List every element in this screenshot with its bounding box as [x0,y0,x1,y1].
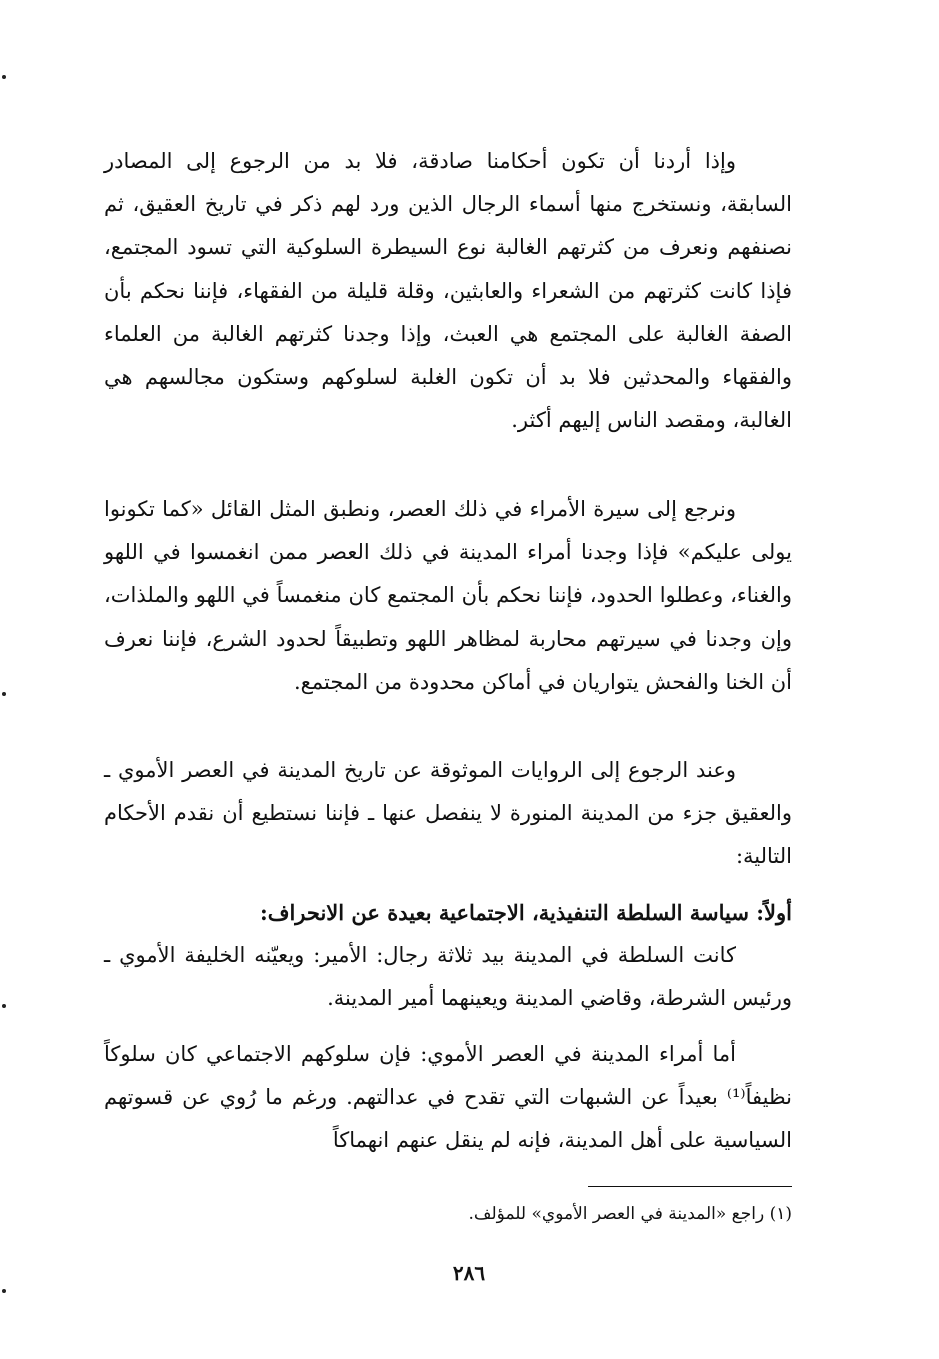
scan-mark [2,1004,6,1008]
scan-mark [2,1289,6,1293]
paragraph-rulers: ونرجع إلى سيرة الأمراء في ذلك العصر، ونطبق المثل القائل «كما تكونوا يولى عليكم» فإذا وجدنا أمراء المدينة في ذلك العصر ممن انغمسوا في اللهو والغناء، وعطلوا الحدود، فإننا نحكم بأن المجتمع كان منغمساً في اللهو والملذات، وإن وجدنا في سيرتهم محاربة لمظاهر اللهو وتطبيقاً لحدود الشرع، فإننا نعرف أن الخنا والفحش يتواريان في أماكن محدودة من المجتمع. [104,497,792,694]
section-heading: أولاً: سياسة السلطة التنفيذية، الاجتماعية بعيدة عن الانحراف: [259,900,792,925]
paragraph-emirs: أما أمراء المدينة في العصر الأموي: فإن سلوكهم الاجتماعي كان سلوكاً نظيفاً⁽¹⁾ بعيداً عن الشبهات التي تقدح في عدالتهم. ورغم ما رُوي عن قسوتهم السياسية على أهل المدينة، فإنه لم ينقل عنهم انهماكاً [104,1042,792,1153]
footnote: (١) راجع «المدينة في العصر الأموي» للمؤلف. [468,1204,792,1224]
footnote-divider [588,1186,792,1187]
scan-mark [2,692,6,696]
paragraph-umayyad-era: وعند الرجوع إلى الروايات الموثوقة عن تاريخ المدينة في العصر الأموي ـ والعقيق جزء من المدينة المنورة لا ينفصل عنها ـ فإننا نستطيع أن نقدم الأحكام التالية: [104,758,792,869]
scan-mark [2,75,6,79]
page-number: ٢٨٦ [452,1261,486,1285]
paragraph-authority: كانت السلطة في المدينة بيد ثلاثة رجال: الأمير: ويعيّنه الخليفة الأموي ـ ورئيس الشرطة، وقاضي المدينة ويعينهما أمير المدينة. [104,943,792,1011]
paragraph-sources: وإذا أردنا أن تكون أحكامنا صادقة، فلا بد من الرجوع إلى المصادر السابقة، ونستخرج منها أسماء الرجال الذين ورد لهم ذكر في تاريخ العقيق، ثم نصنفهم ونعرف من كثرتهم الغالبة نوع السيطرة السلوكية التي تسود المجتمع، فإذا كانت كثرتهم من الشعراء والعابثين، وقلة قليلة من الفقهاء، فإننا نحكم بأن الصفة الغالبة على المجتمع هي العبث، وإذا وجدنا كثرتهم الغالبة من العلماء والفقهاء والمحدثين فلا بد أن تكون الغلبة لسلوكهم وستكون مجالسهم هي الغالبة، ومقصد الناس إليهم أكثر. [104,149,792,433]
